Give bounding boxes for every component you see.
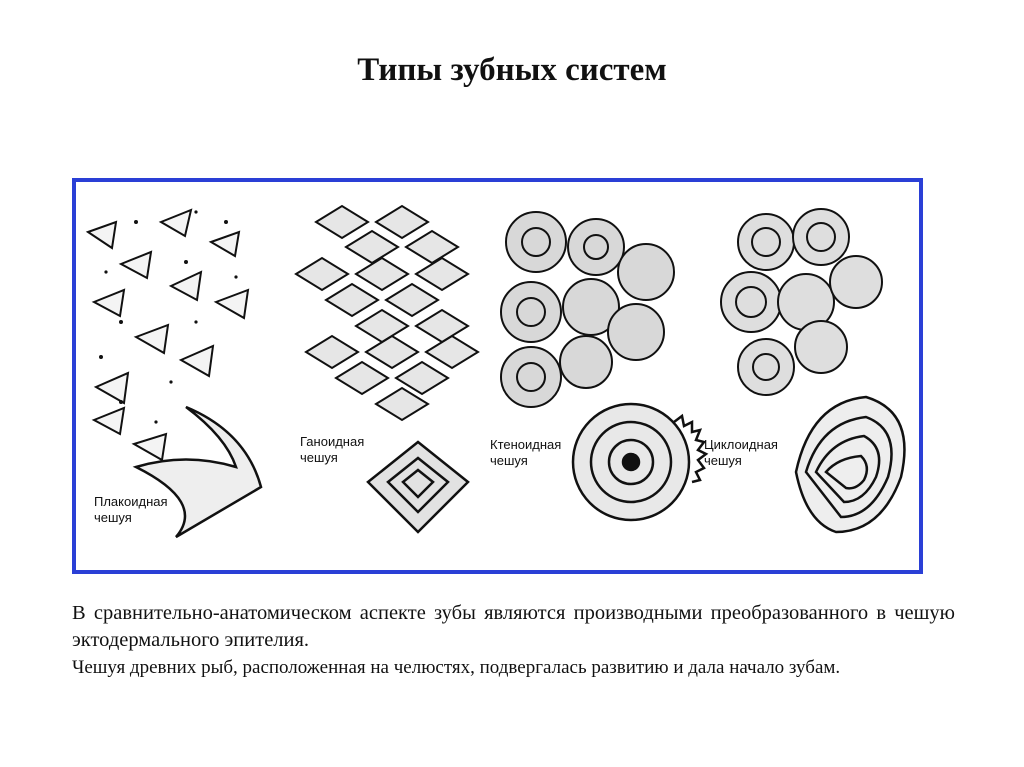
ctenoid-label-line1: Ктеноидная (490, 437, 562, 452)
ganoid-single-scale (368, 442, 468, 532)
ganoid-label (300, 434, 364, 466)
scale-types-figure (72, 178, 923, 574)
ctenoid-label (490, 437, 561, 469)
placoid-label-line2: чешуя (94, 510, 132, 525)
scale-illustration (76, 182, 919, 570)
ganoid-scale-drawing (296, 206, 478, 420)
body-paragraph (72, 600, 955, 681)
ganoid-label-line2: чешуя (300, 450, 338, 465)
cycloid-label (704, 437, 778, 469)
placoid-label (94, 494, 168, 526)
ctenoid-single-scale (573, 404, 706, 520)
ctenoid-label-line2: чешуя (490, 453, 528, 468)
placoid-label-line1: Плакоидная (94, 494, 168, 509)
placoid-scale-drawing (88, 210, 248, 460)
body-sentence-2: Чешуя древних рыб, расположенная на челюстях, подвергалась развитию и дала начало зубам. (72, 657, 841, 678)
slide-title: Типы зубных систем (357, 52, 667, 88)
ctenoid-scale-drawing (501, 212, 674, 407)
ganoid-label-line1: Ганоидная (300, 434, 365, 449)
cycloid-label-line2: чешуя (704, 453, 742, 468)
cycloid-scale-drawing (721, 209, 882, 395)
cycloid-label-line1: Циклоидная (704, 437, 778, 452)
cycloid-single-scale (796, 397, 904, 532)
body-sentence-1: В сравнительно-анатомическом аспекте зубы являются производными преобразованного в чешую эктодермального эпителия. (72, 602, 955, 651)
